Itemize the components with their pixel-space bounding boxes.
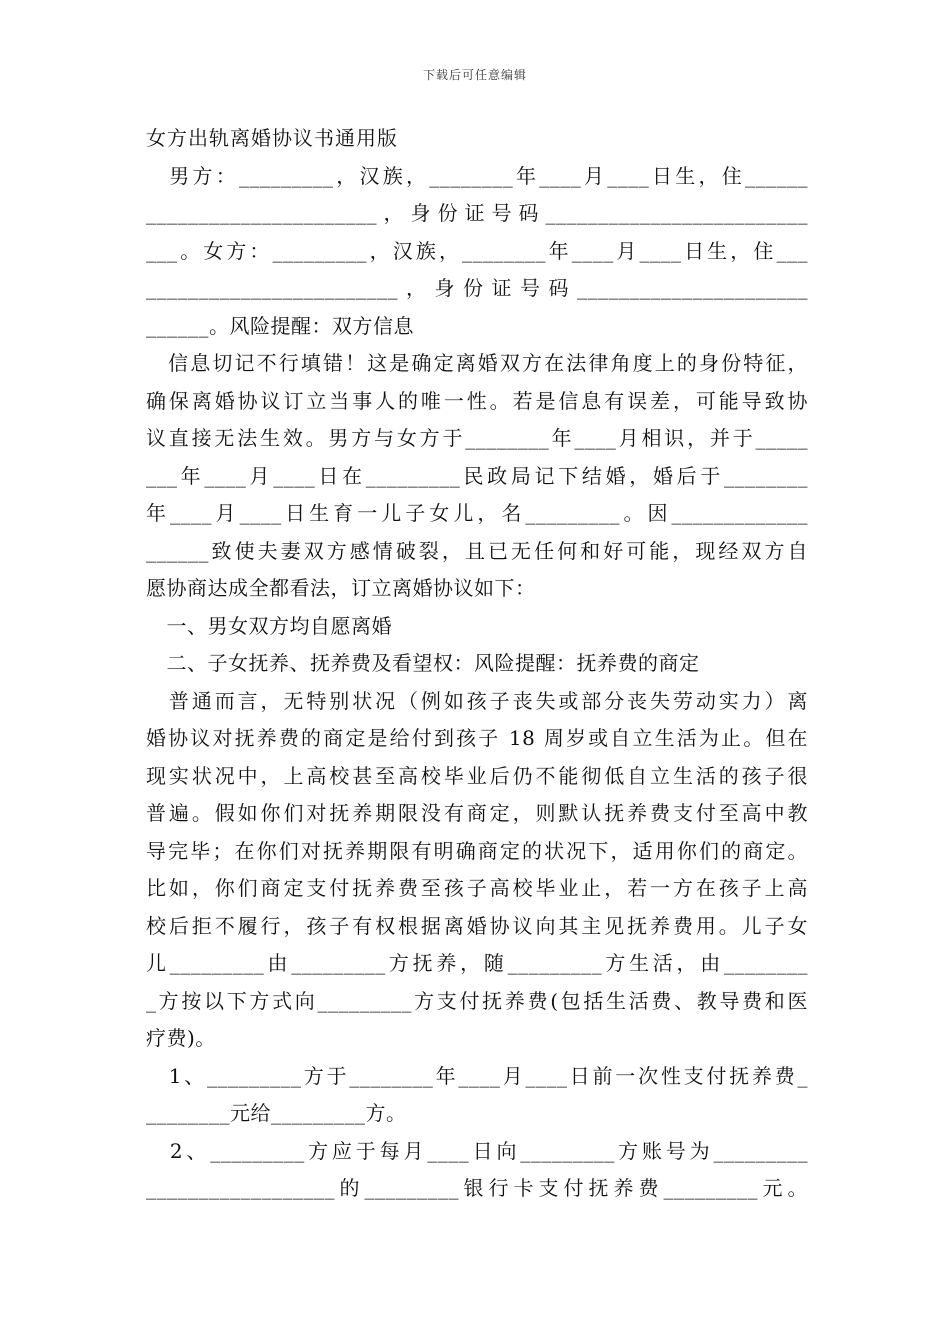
document-body — [146, 120, 808, 1208]
text-line: 普通而言，无特别状况（例如孩子丧失或部分丧失劳动实力）离 — [146, 688, 808, 713]
text-line: 男方：_________，汉族，________年____月____日生，住______ — [146, 163, 808, 188]
text-line: ___。女方：_________，汉族，________年____月____日生，住___ — [146, 238, 808, 263]
text-line: 议直接无法生效。男方与女方于________年____月相识，并于_____ — [146, 426, 808, 450]
text-line: 1、_________方于________年____月____日前一次性支付抚养费_ — [146, 1063, 808, 1088]
text-line: 比如，你们商定支付抚养费至孩子高校毕业止，若一方在孩子上高 — [146, 876, 808, 900]
text-line: 2、_________方应于每月____日向_________方账号为_________ — [146, 1138, 808, 1163]
text-line: 普遍。假如你们对抚养期限没有商定，则默认抚养费支付至高中教 — [146, 801, 808, 825]
text-line: _方按以下方式向_________方支付抚养费(包括生活费、教导费和医 — [146, 988, 808, 1013]
text-line: 年____月____日生育一儿子女儿，名_________。因_____________ — [146, 501, 808, 525]
text-line: ______________________，身份证号码_________________________ — [146, 201, 808, 225]
text-line: ______致使夫妻双方感情破裂，且已无任何和好可能，现经双方自 — [146, 538, 808, 563]
text-line: ________________________，身份证号码______________________ — [146, 276, 808, 300]
text-line: __________________的_________银行卡支付抚养费_________元。 — [146, 1176, 808, 1200]
text-line: 疗费)。 — [146, 1026, 216, 1050]
text-line: 婚协议对抚养费的商定是给付到孩子 18 周岁或自立生活为止。但在 — [146, 726, 808, 750]
text-line: 愿协商达成全都看法，订立离婚协议如下： — [146, 576, 536, 600]
text-line: ___年____月____日在_________民政局记下结婚，婚后于________ — [146, 463, 808, 488]
text-line: 校后拒不履行，孩子有权根据离婚协议向其主见抚养费用。儿子女 — [146, 913, 808, 938]
text-line: 信息切记不行填错！这是确定离婚双方在法律角度上的身份特征， — [146, 351, 808, 375]
text-line: ________元给_________方。 — [146, 1101, 407, 1125]
document-title: 女方出轨离婚协议书通用版 — [146, 126, 398, 150]
text-line: 确保离婚协议订立当事人的唯一性。若是信息有误差，可能导致协 — [146, 388, 808, 413]
text-line: 一、男女双方均自愿离婚 — [146, 613, 392, 638]
text-line: ______。风险提醒：双方信息 — [146, 313, 414, 338]
text-line: 现实状况中，上高校甚至高校毕业后仍不能彻低自立生活的孩子很 — [146, 763, 808, 788]
text-line: 二、子女抚养、抚养费及看望权：风险提醒：抚养费的商定 — [146, 651, 700, 675]
text-line: 儿_________由_________方抚养，随_________方生活，由________ — [146, 951, 808, 975]
text-line: 导完毕；在你们对抚养期限有明确商定的状况下，适用你们的商定。 — [146, 838, 808, 863]
page-header: 下载后可任意编辑 — [422, 68, 527, 82]
